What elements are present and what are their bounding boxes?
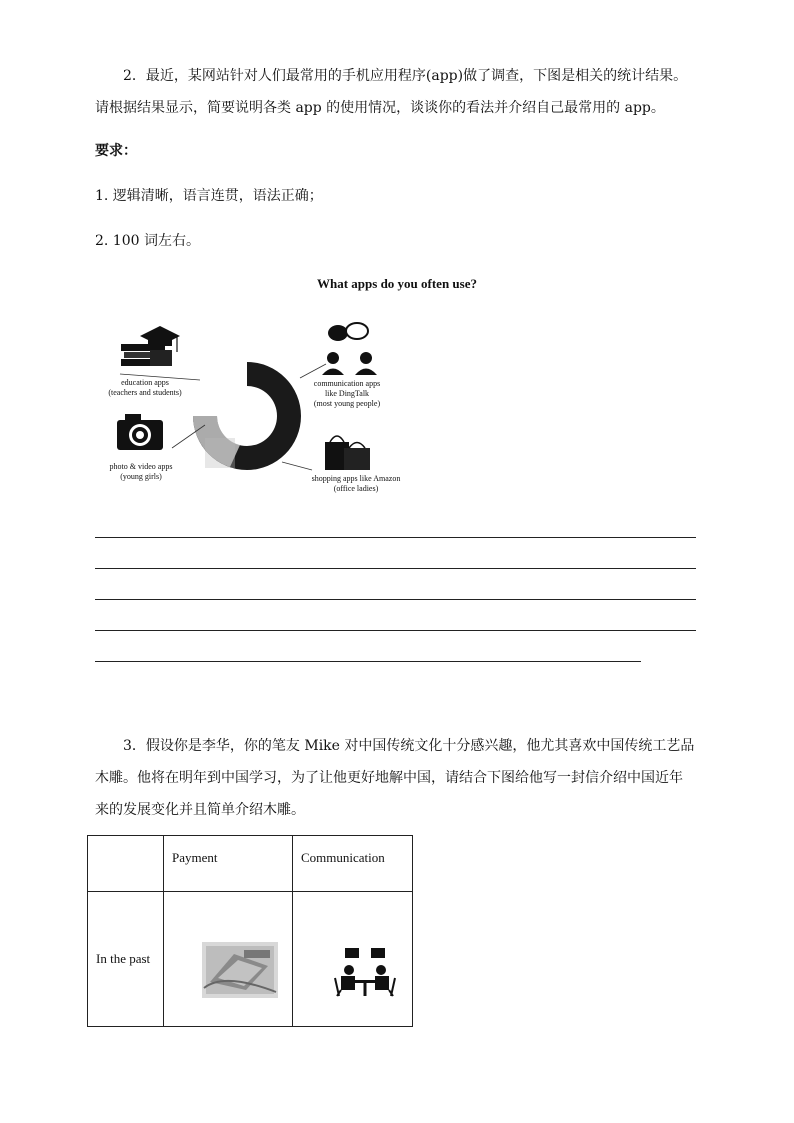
- answer-line[interactable]: [95, 661, 641, 662]
- cash-payment-image: [164, 892, 292, 1022]
- camera-icon: [117, 414, 163, 450]
- table-header-payment: Payment: [164, 836, 293, 892]
- answer-line[interactable]: [95, 537, 696, 538]
- label-shopping: shopping apps like Amazon (office ladies): [311, 474, 401, 493]
- q3-prompt: 3．假设你是李华，你的笔友 Mike 对中国传统文化十分感兴趣，他尤其喜欢中国传统工艺品木雕。他将在明年到中国学习，为了让他更好地解中国，请结合下图给他写一封信介绍中国近年来的发展变化并且简单介绍木雕。: [95, 738, 695, 818]
- chart-title: What apps do you often use?: [316, 276, 477, 291]
- answer-line[interactable]: [95, 599, 696, 600]
- table-row-label: In the past: [88, 892, 164, 1027]
- leader-shopping: [282, 462, 312, 470]
- face-to-face-meeting-icon: [293, 892, 412, 1022]
- q2-prompt: 2．最近，某网站针对人们最常用的手机应用程序(app)做了调查，下图是相关的统计结果。请根据结果显示，简要说明各类 app 的使用情况，谈谈你的看法并介绍自己最常用的 app。: [95, 68, 688, 116]
- chat-people-icon: [322, 323, 377, 375]
- q2-requirements-heading: 要求：: [95, 143, 137, 159]
- graduation-cap-books-icon: [121, 326, 180, 366]
- answer-line[interactable]: [95, 630, 696, 631]
- leader-communication: [300, 364, 326, 378]
- payment-past-image-cell: [164, 892, 293, 1027]
- q2-requirement-2: 2. 100 词左右。: [95, 233, 200, 249]
- communication-past-image-cell: [293, 892, 413, 1027]
- answer-line[interactable]: [95, 568, 696, 569]
- q2-requirement-1: 1. 逻辑清晰，语言连贯，语法正确；: [95, 188, 323, 204]
- table-header-communication: Communication: [293, 836, 413, 892]
- label-communication: communication apps like DingTalk (most young people): [313, 379, 381, 408]
- label-education: education apps (teachers and students): [108, 378, 182, 397]
- table-header-empty: [88, 836, 164, 892]
- shopping-bags-icon: [325, 436, 370, 470]
- label-photo-video: photo & video apps (young girls): [109, 462, 173, 481]
- comparison-table: [87, 835, 413, 1027]
